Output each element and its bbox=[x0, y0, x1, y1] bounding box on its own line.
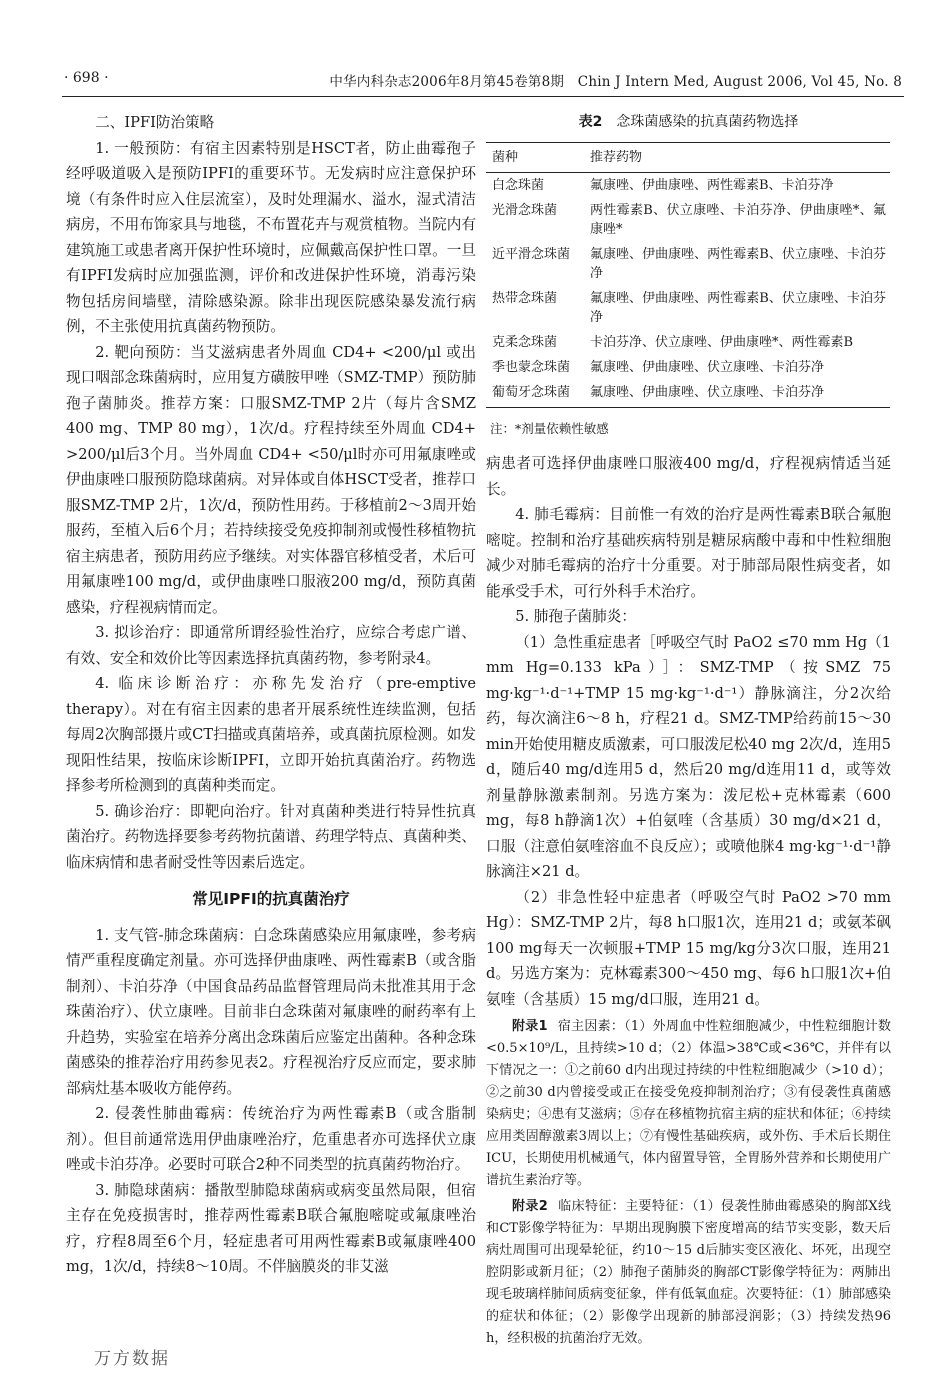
table-row bbox=[486, 172, 890, 198]
cell-species: 白念珠菌 bbox=[492, 177, 545, 193]
running-header: 中华内科杂志2006年8月第45卷第8期 Chin J Intern Med, August 2006, Vol 45, No. 8 bbox=[329, 74, 902, 90]
cell-drugs: 氟康唑、伊曲康唑、伏立康唑、卡泊芬净 bbox=[590, 359, 825, 375]
cell-drugs: 氟康唑、伊曲康唑、两性霉素B、伏立康唑、卡泊芬净 bbox=[590, 246, 886, 281]
cell-drugs: 卡泊芬净、伏立康唑、伊曲康唑*、两性霉素B bbox=[590, 334, 854, 350]
table-row bbox=[486, 330, 890, 355]
header-drugs: 推荐药物 bbox=[584, 142, 890, 172]
paragraph-aspergillosis: 2. 侵袭性肺曲霉病：传统治疗为两性霉素B（或含脂制剂）。但目前通常选用伊曲康唑治疗，危重患者亦可选择伏立康唑或卡泊芬净。必要时可联合2种不同类型的抗真菌药物治疗。 bbox=[66, 1105, 476, 1173]
header-species: 菌种 bbox=[486, 142, 584, 172]
paragraph-empirical-treatment: 3. 拟诊治疗：即通常所谓经验性治疗，应综合考虑广谱、有效、安全和效价比等因素选择抗真菌药物，参考附录4。 bbox=[66, 624, 476, 667]
drug-table bbox=[486, 142, 890, 408]
paragraph-confirmed-treatment: 5. 确诊治疗：即靶向治疗。针对真菌种类进行特异性抗真菌治疗。药物选择要参考药物抗菌谱、药理学特点、真菌种类、临床病情和患者耐受性等因素后选定。 bbox=[66, 802, 476, 871]
right-column bbox=[486, 110, 891, 1350]
table-row bbox=[486, 355, 890, 380]
cell-drugs: 氟康唑、伊曲康唑、伏立康唑、卡泊芬净 bbox=[584, 380, 890, 408]
section-title: 常见IPFI的抗真菌治疗 bbox=[192, 890, 350, 908]
paragraph-general-prevention: 1. 一般预防：有宿主因素特别是HSCT者，防止曲霉孢子经呼吸道吸入是预防IPFI的重要环节。无发病时应注意保护环境（有条件时应入住层流室），及时处理漏水、溢水，湿式清洁病房，不用布饰家具与地毯，不布置花卉与观赏植物。当院内有建筑施工或患者离开保护性环境时，应佩戴高保护性口罩。一旦有IPFI发病时应加强监测，评价和改进保护性环境，消毒污染物包括房间墙壁，清除感染源。除非出现医院感染暴发流行病例，不主张使用抗真菌药物预防。 bbox=[66, 139, 476, 335]
table-title: 念珠菌感染的抗真菌药物选择 bbox=[616, 114, 799, 130]
cell-drugs: 氟康唑、伊曲康唑、两性霉素B、卡泊芬净 bbox=[590, 177, 834, 193]
appendix-1-label: 附录1 bbox=[512, 1019, 548, 1034]
appendix-2-text: 临床特征：主要特征：（1）侵袭性肺曲霉感染的胸部X线和CT影像学特征为：早期出现胸膜下密度增高的结节实变影，数天后病灶周围可出现晕轮征，约10～15 d后肺实变区液化、坏死，出现空腔阴影或新月征；（2）肺孢子菌肺炎的胸部CT影像学特征为：两肺出现毛玻璃样肺间质病变征象，伴有低氧血症。次要特征：（1）肺部感染的症状和体征；（2）影像学出现新的肺部浸润影；（3）持续发热96 h，经积极的抗菌治疗无效。 bbox=[486, 1199, 891, 1346]
appendix-2-label: 附录2 bbox=[512, 1199, 548, 1214]
paragraph-pcp-severe: （1）急性重症患者［呼吸空气时 PaO2 ≤70 mm Hg（1 mm Hg=0.133 kPa）］：SMZ-TMP（按SMZ 75 mg·kg⁻¹·d⁻¹+TMP 15 mg·kg⁻¹·d⁻¹）静脉滴注，分2次给药，每次滴注6～8 h，疗程21 d。SMZ-TMP给药前15～30 min开始使用糖皮质激素，可口服泼尼松40 mg 2次/d，连用5 d，随后40 mg/d连用5 d，然后20 mg/d连用11 d，或等效剂量静脉激素制剂。另选方案为：泼尼松+克林霉素（600 mg，每8 h静滴1次）+伯氨喹（含基质）30 mg/d×21 d，口服（注意伯氨喹溶血不良反应）；或喷他脒4 mg·kg⁻¹·d⁻¹静脉滴注×21 d。 bbox=[486, 633, 891, 880]
cell-species: 葡萄牙念珠菌 bbox=[486, 380, 584, 408]
section-heading: 二、IPFI防治策略 bbox=[95, 114, 215, 131]
cell-species: 热带念珠菌 bbox=[492, 290, 558, 306]
cell-species: 克柔念珠菌 bbox=[492, 334, 558, 350]
table-label: 表2 bbox=[578, 114, 603, 130]
appendix-2 bbox=[486, 1196, 891, 1350]
table-row bbox=[486, 380, 890, 408]
appendix-1-text: 宿主因素：（1）外周血中性粒细胞减少，中性粒细胞计数<0.5×10⁹/L，且持续>10 d；（2）体温>38℃或<36℃，并伴有以下情况之一：①之前60 d内出现过持续的中性粒细胞减少（>10 d）；②之前30 d内曾接受或正在接受免疫抑制剂治疗；③有侵袭性真菌感染病史；④患有艾滋病；⑤存在移植物抗宿主病的症状和体征；⑥持续应用类固醇激素3周以上；⑦有慢性基础疾病，或外伤、手术后长期住ICU，长期使用机械通气，体内留置导管，全胃肠外营养和长期使用广谱抗生素治疗等。 bbox=[486, 1019, 891, 1188]
appendix-1 bbox=[486, 1016, 891, 1192]
paragraph-targeted-prevention: 2. 靶向预防：当艾滋病患者外周血 CD4+ <200/μl 或出现口咽部念珠菌病时，应用复方磺胺甲唑（SMZ-TMP）预防肺孢子菌肺炎。推荐方案：口服SMZ-TMP 2片（每片含SMZ 400 mg、TMP 80 mg），1次/d。疗程持续至外周血 CD4+ >200/μl后3个月。当外周血 CD4+ <50/μl时亦可用氟康唑或伊曲康唑口服预防隐球菌病。对异体或自体HSCT受者，推荐口服SMZ-TMP 2片，1次/d，预防性用药。于移植前2～3周开始服药，至植入后6个月；若持续接受免疫抑制剂或慢性移植物抗宿主病患者，预防用药应予继续。对实体器官移植受者，术后可用氟康唑100 mg/d，或伊曲康唑口服液200 mg/d，预防真菌感染，疗程视病情而定。 bbox=[66, 343, 476, 616]
paragraph-candidiasis: 1. 支气管-肺念珠菌病：白念珠菌感染应用氟康唑，参考病情严重程度确定剂量。亦可选择伊曲康唑、两性霉素B（或含脂制剂）、卡泊芬净（中国食品药品监督管理局尚未批准其用于念珠菌治疗）、伏立康唑。目前非白念珠菌对氟康唑的耐药率有上升趋势，实验室在培养分离出念珠菌后应鉴定出菌种。各种念珠菌感染的推荐治疗用药参见表2。疗程视治疗反应而定，要求肺部病灶基本吸收方能停药。 bbox=[66, 926, 476, 1097]
paragraph-continued: 病患者可选择伊曲康唑口服液400 mg/d，疗程视病情适当延长。 bbox=[486, 455, 891, 498]
header-rule bbox=[62, 96, 904, 97]
table-row bbox=[486, 198, 890, 242]
table-note: 注：*剂量依赖性敏感 bbox=[490, 420, 609, 436]
paragraph-cryptococcosis: 3. 肺隐球菌病：播散型肺隐球菌病或病变虽然局限，但宿主存在免疫损害时，推荐两性霉素B联合氟胞嘧啶或氟康唑治疗，疗程8周至6个月，轻症患者可用两性霉素B或氟康唑400 mg，1次/d，持续8～10周。不伴脑膜炎的非艾滋 bbox=[66, 1181, 476, 1275]
cell-species: 光滑念珠菌 bbox=[492, 202, 558, 218]
table-caption bbox=[486, 110, 891, 136]
left-column bbox=[66, 108, 476, 1280]
table-row bbox=[486, 286, 890, 330]
page-number: · 698 · bbox=[64, 70, 109, 86]
paragraph-preemptive-treatment: 4. 临床诊断治疗：亦称先发治疗（pre-emptive therapy）。对在有宿主因素的患者开展系统性连续监测，包括每周2次胸部摄片或CT扫描或真菌培养，或真菌抗原检测。如发现阳性结果，按临床诊断IPFI，立即开始抗真菌治疗。药物选择参考所检测到的真菌种类而定。 bbox=[66, 675, 476, 794]
watermark: 万方数据 bbox=[94, 1349, 170, 1369]
paragraph-mucormycosis: 4. 肺毛霉病：目前惟一有效的治疗是两性霉素B联合氟胞嘧啶。控制和治疗基础疾病特别是糖尿病酸中毒和中性粒细胞减少对肺毛霉病的治疗十分重要。对于肺部局限性病变者，如能承受手术，可行外科手术治疗。 bbox=[486, 506, 891, 600]
paragraph-pcp-heading: 5. 肺孢子菌肺炎： bbox=[515, 608, 636, 625]
cell-drugs: 两性霉素B、伏立康唑、卡泊芬净、伊曲康唑*、氟康唑* bbox=[590, 202, 886, 237]
table-header-row bbox=[486, 142, 890, 172]
paragraph-pcp-mild: （2）非急性轻中症患者（呼吸空气时 PaO2 >70 mm Hg）：SMZ-TMP 2片，每8 h口服1次，连用21 d；或氨苯砜100 mg每天一次顿服+TMP 15 mg/kg分3次口服，连用21 d。另选方案为：克林霉素300～450 mg、每6 h口服1次+伯氨喹（含基质）15 mg/d口服，连用21 d。 bbox=[486, 888, 891, 1008]
table-row bbox=[486, 242, 890, 286]
cell-drugs: 氟康唑、伊曲康唑、两性霉素B、伏立康唑、卡泊芬净 bbox=[590, 290, 886, 325]
cell-species: 季也蒙念珠菌 bbox=[492, 359, 571, 375]
cell-species: 近平滑念珠菌 bbox=[492, 246, 571, 262]
